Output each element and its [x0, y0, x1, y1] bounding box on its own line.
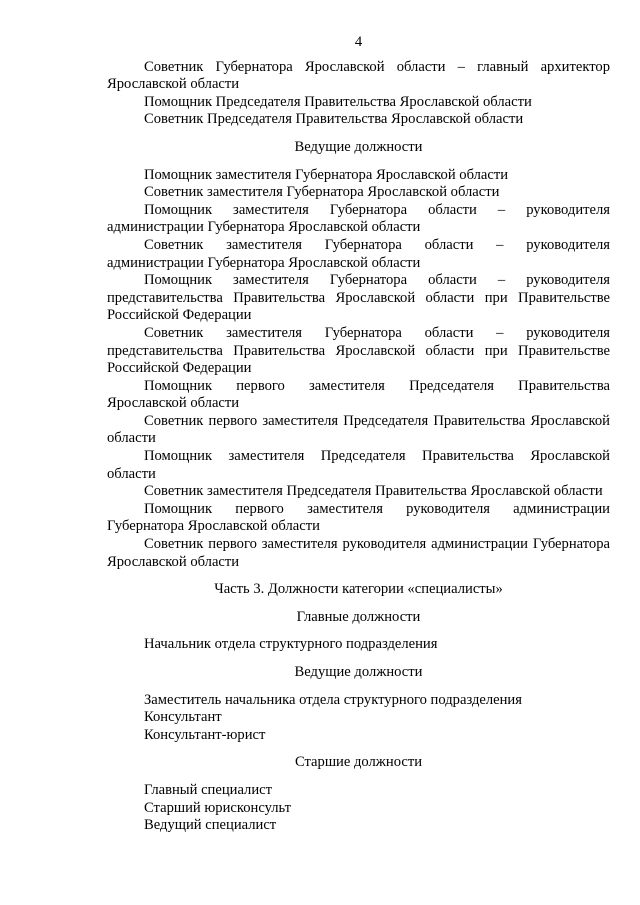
position-item: Заместитель начальника отдела структурного подразделения	[144, 691, 522, 708]
position-item: Помощник первого заместителя Председателя Правительства Ярославской области	[107, 377, 610, 412]
section-heading-main-positions: Главные должности	[296, 608, 421, 625]
position-item: Помощник заместителя Председателя Правительства Ярославской области	[107, 448, 610, 482]
position-item: Помощник заместителя Губернатора области – руководителя администрации Губернатора Ярославской области	[107, 201, 610, 236]
position-item: Консультант-юрист	[144, 726, 266, 743]
position-item: Главный специалист	[144, 781, 273, 798]
section-heading-senior-positions: Старшие должности	[294, 754, 423, 771]
position-item: Начальник отдела структурного подразделения	[144, 636, 438, 653]
position-item: Советник заместителя Губернатора Ярославской области	[144, 184, 500, 201]
section-heading-leading-positions: Ведущие должности	[294, 664, 423, 680]
position-item: Помощник заместителя Губернатора Ярославской области	[144, 166, 509, 183]
position-item: Помощник первого заместителя руководителя администрации Губернатора Ярославской области	[107, 500, 610, 535]
position-item: Старший юрисконсульт	[144, 799, 292, 816]
position-item: Советник заместителя Председателя Правительства Ярославской области	[144, 483, 603, 500]
section-heading-leading-positions: Ведущие должности	[294, 138, 423, 155]
page-number: 4	[354, 34, 363, 50]
part-title: Часть 3. Должности категории «специалисты»	[214, 581, 503, 598]
position-item: Советник Председателя Правительства Ярославской области	[144, 111, 524, 128]
position-item: Консультант	[144, 709, 222, 726]
position-item: Ведущий специалист	[144, 817, 277, 834]
position-item: Помощник заместителя Губернатора области – руководителя представительства Правительства Ярославской области при Правительстве Российской Федерации	[107, 272, 610, 324]
position-item: Советник первого заместителя Председателя Правительства Ярославской области	[107, 412, 610, 447]
position-item: Советник заместителя Губернатора области – руководителя представительства Правительства Ярославской области при Правительстве Российской Федерации	[107, 324, 610, 377]
position-item: Советник Губернатора Ярославской области – главный архитектор Ярославской области	[107, 58, 610, 93]
position-item: Помощник Председателя Правительства Ярославской области	[144, 93, 532, 110]
position-item: Советник первого заместителя руководителя администрации Губернатора Ярославской области	[107, 536, 610, 570]
position-item: Советник заместителя Губернатора области – руководителя администрации Губернатора Ярославской области	[107, 236, 610, 271]
